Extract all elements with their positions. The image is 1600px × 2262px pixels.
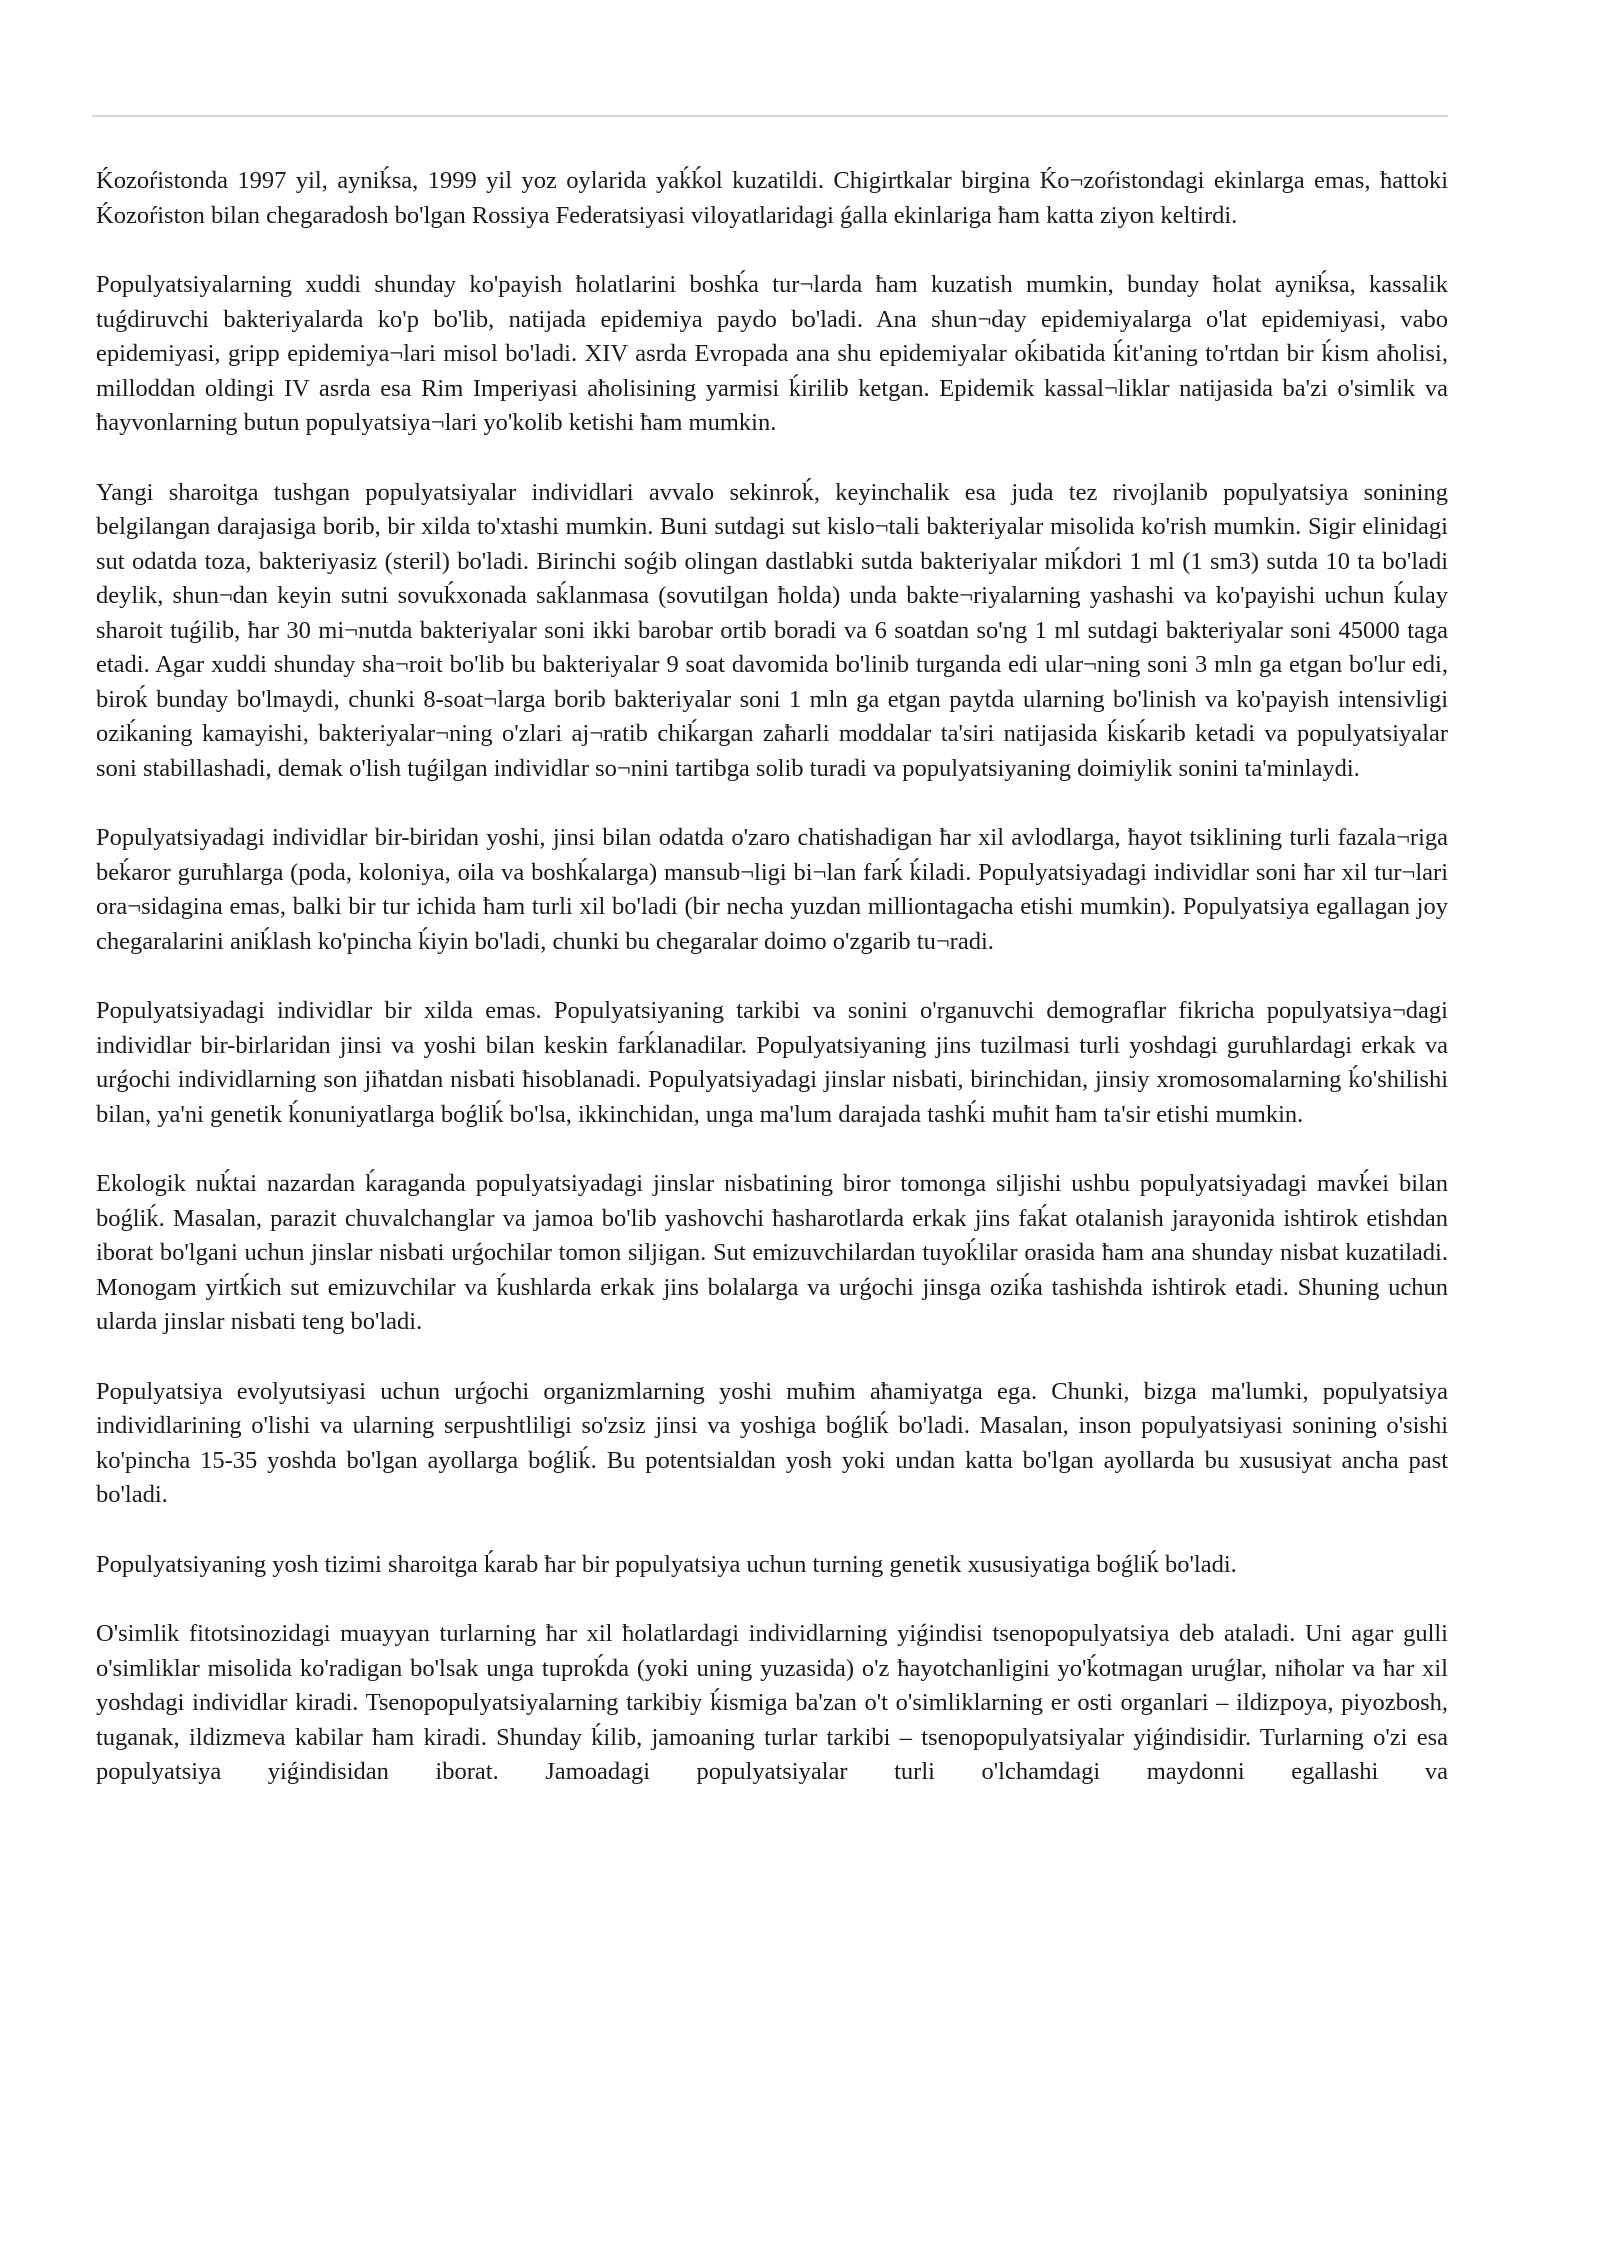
paragraph-2: Populyatsiyalarning xuddi shunday ko'payish ħolatlarini boshḱa tur¬larda ħam kuzatish mumkin, bunday ħolat ayniḱsa, kassalik tuǵdiruvchi bakteriyalarda ko'p bo'lib, natijada epidemiya paydo bo'ladi. Ana shun¬day epidemiyalarga o'lat epidemiyasi, vabo epidemiyasi, gripp epidemiya¬lari misol bo'ladi. XIV asrda Evropada ana shu epidemiyalar oḱibatida ḱit'aning to'rtdan bir ḱism aħolisi, milloddan oldingi IV asrda esa Rim Imperiyasi aħolisining yarmisi ḱirilib ketgan. Epidemik kassal¬liklar natijasida ba'zi o'simlik va ħayvonlarning butun populyatsiya¬lari yo'kolib ketishi ħam mumkin. xyxy=(96,271,1448,436)
document-body xyxy=(96,164,1448,1790)
paragraph-1: Ḱozoŕistonda 1997 yil, ayniḱsa, 1999 yil yoz oylarida yaḱḱol kuzatildi. Chigirtkalar birgina Ḱo¬zoŕistondagi ekinlarga emas, ħattoki Ḱozoŕiston bilan chegaradosh bo'lgan Rossiya Federatsiyasi viloyatlaridagi ǵalla ekinlariga ħam katta ziyon keltirdi. xyxy=(96,167,1448,229)
header-divider xyxy=(92,115,1448,117)
paragraph-3: Yangi sharoitga tushgan populyatsiyalar individlari avvalo sekinroḱ, keyinchalik esa juda tez rivojlanib populyatsiya sonining belgilangan darajasiga borib, bir xilda to'xtashi mumkin. Buni sutdagi sut kislo¬tali bakteriyalar misolida ko'rish mumkin. Sigir elinidagi sut odatda toza, bakteriyasiz (steril) bo'ladi. Birinchi soǵib olingan dastlabki sutda bakteriyalar miḱdori 1 ml (1 sm3) sutda 10 ta bo'ladi deylik, shun¬dan keyin sutni sovuḱxonada saḱlanmasa (sovutilgan ħolda) unda bakte¬riyalarning yashashi va ko'payishi uchun ḱulay sharoit tuǵilib, ħar 30 mi¬nutda bakteriyalar soni ikki barobar ortib boradi va 6 soatdan so'ng 1 ml sutdagi bakteriyalar soni 45000 taga etadi. Agar xuddi shunday sha¬roit bo'lib bu bakteriyalar 9 soat davomida bo'linib turganda edi ular¬ning soni 3 mln ga etgan bo'lur edi, biroḱ bunday bo'lmaydi, chunki 8-soat¬larga borib bakteriyalar soni 1 mln ga etgan paytda ularning bo'linish va ko'payish intensivligi oziḱaning kamayishi, bakteriyalar¬ning o'zlari aj¬ratib chiḱargan zaħarli moddalar ta'siri natijasida ḱisḱarib ketadi va populyatsiyalar soni stabillashadi, demak o'lish tuǵilgan individlar so¬nini tartibga solib turadi va populyatsiyaning doimiylik sonini ta'minlaydi. xyxy=(96,478,1448,782)
paragraph-8: Populyatsiyaning yosh tizimi sharoitga ḱarab ħar bir populyatsiya uchun turning genetik xususiyatiga boǵliḱ bo'ladi. xyxy=(96,1550,1237,1578)
paragraph-5: Populyatsiyadagi individlar bir xilda emas. Populyatsiyaning tarkibi va sonini o'rganuvchi demograflar fikricha populyatsiya¬dagi individlar bir-birlaridan jinsi va yoshi bilan keskin farḱlanadilar. Populyatsiyaning jins tuzilmasi turli yoshdagi guruħlardagi erkak va urǵochi individlarning son jiħatdan nisbati ħisoblanadi. Populyatsiyadagi jinslar nisbati, birinchidan, jinsiy xromosomalarning ḱo'shilishi bilan, ya'ni genetik ḱonuniyatlarga boǵliḱ bo'lsa, ikkinchidan, unga ma'lum darajada tashḱi muħit ħam ta'sir etishi mumkin. xyxy=(96,997,1448,1128)
paragraph-7: Populyatsiya evolyutsiyasi uchun urǵochi organizmlarning yoshi muħim aħamiyatga ega. Chunki, bizga ma'lumki, populyatsiya individlarining o'lishi va ularning serpushtliligi so'zsiz jinsi va yoshiga boǵliḱ bo'ladi. Masalan, inson populyatsiyasi sonining o'sishi ko'pincha 15-35 yoshda bo'lgan ayollarga boǵliḱ. Bu potentsialdan yosh yoki undan katta bo'lgan ayollarda bu xususiyat ancha past bo'ladi. xyxy=(96,1377,1448,1508)
paragraph-4: Populyatsiyadagi individlar bir-biridan yoshi, jinsi bilan odatda o'zaro chatishadigan ħar xil avlodlarga, ħayot tsiklining turli fazala¬riga beḱaror guruħlarga (poda, koloniya, oila va boshḱalarga) mansub¬ligi bi¬lan farḱ ḱiladi. Populyatsiyadagi individlar soni ħar xil tur¬lari ora¬sidagina emas, balki bir tur ichida ħam turli xil bo'ladi (bir necha yuzdan milliontagacha etishi mumkin). Populyatsiya egallagan joy chegaralarini aniḱlash ko'pincha ḱiyin bo'ladi, chunki bu chegaralar doimo o'zgarib tu¬radi. xyxy=(96,824,1448,955)
paragraph-9: O'simlik fitotsinozidagi muayyan turlarning ħar xil ħolatlardagi individlarning yiǵindisi tsenopopulyatsiya deb ataladi. Uni agar gulli o'simliklar misolida ko'radigan bo'lsak unga tuproḱda (yoki uning yuzasida) o'z ħayotchanligini yo'ḱotmagan uruǵlar, niħolar va ħar xil yoshdagi individlar kiradi. Tsenopopulyatsiyalarning tarkibiy ḱismiga ba'zan o't o'simliklarning er osti organlari – ildizpoya, piyozbosh, tuganak, ildizmeva kabilar ħam kiradi. Shunday ḱilib, jamoaning turlar tarkibi – tsenopopulyatsiyalar yiǵindisidir. Turlarning o'zi esa populyatsiya yiǵindisidan iborat. Jamoadagi populyatsiyalar turli o'lchamdagi maydonni egallashi va xyxy=(96,1620,1448,1785)
paragraph-6: Ekologik nuḱtai nazardan ḱaraganda populyatsiyadagi jinslar nisbatining biror tomonga siljishi ushbu populyatsiyadagi mavḱei bilan boǵliḱ. Masalan, parazit chuvalchanglar va jamoa bo'lib yashovchi ħasharotlarda erkak jins faḱat otalanish jarayonida ishtirok etishdan iborat bo'lgani uchun jinslar nisbati urǵochilar tomon siljigan. Sut emizuvchilardan tuyoḱlilar orasida ħam ana shunday nisbat kuzatiladi. Monogam yirtḱich sut emizuvchilar va ḱushlarda erkak jins bolalarga va urǵochi jinsga oziḱa tashishda ishtirok etadi. Shuning uchun ularda jinslar nisbati teng bo'ladi. xyxy=(96,1170,1448,1335)
